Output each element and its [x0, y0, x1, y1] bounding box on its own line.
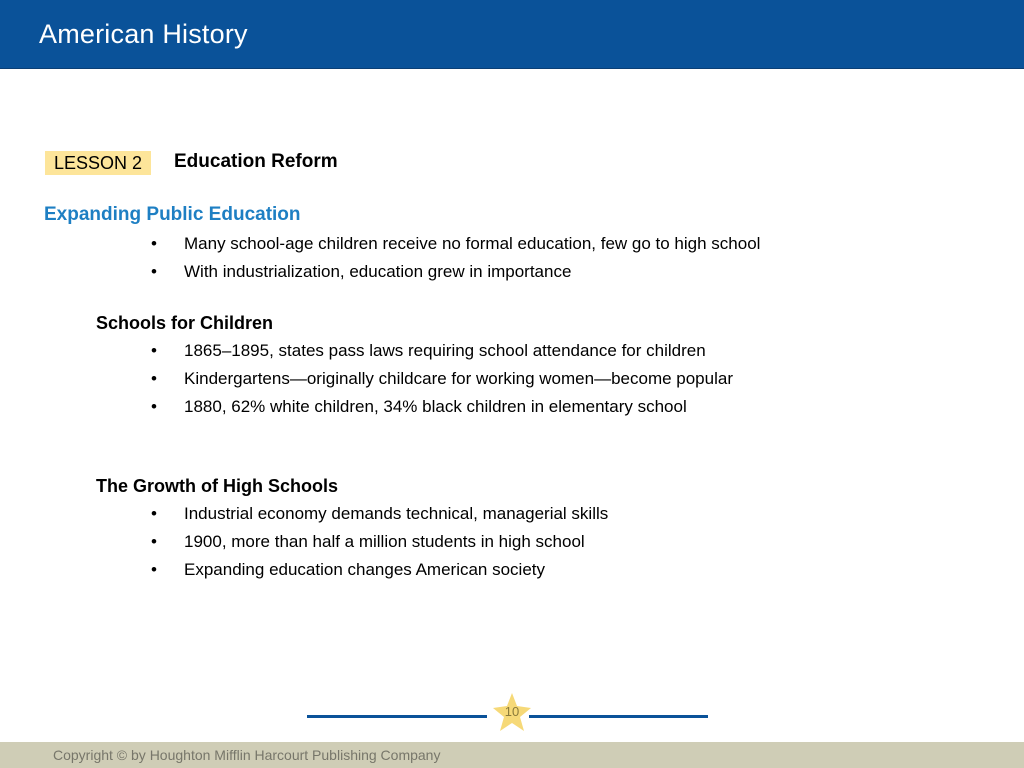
bullet-icon: • [151, 397, 157, 416]
bullet-text: Expanding education changes American society [184, 560, 546, 579]
bullet-icon: • [151, 369, 157, 388]
page-divider-left [307, 715, 487, 718]
course-title: American History [39, 19, 248, 49]
bullet-text: Industrial economy demands technical, managerial skills [184, 504, 609, 523]
subheading-schools-for-children: Schools for Children [96, 313, 274, 333]
header-bar [0, 0, 1024, 69]
bullet-text: With industrialization, education grew in importance [184, 262, 572, 281]
bullet-icon: • [151, 234, 157, 253]
lesson-label: LESSON 2 [54, 153, 143, 173]
bullet-icon: • [151, 504, 157, 523]
section-heading: Expanding Public Education [44, 204, 301, 225]
bullet-text: Many school-age children receive no formal education, few go to high school [184, 234, 761, 253]
page-number: 10 [504, 704, 520, 719]
bullet-text: Kindergartens—originally childcare for working women—become popular [184, 369, 733, 388]
bullet-text: 1880, 62% white children, 34% black children in elementary school [184, 397, 687, 416]
bullet-icon: • [151, 532, 157, 551]
bullet-text: 1865–1895, states pass laws requiring school attendance for children [184, 341, 706, 360]
lesson-title: Education Reform [174, 151, 338, 172]
bullet-icon: • [151, 262, 157, 281]
bullet-icon: • [151, 341, 157, 360]
bullet-icon: • [151, 560, 157, 579]
subheading-growth-of-high-schools: The Growth of High Schools [96, 476, 338, 496]
page-divider-right [529, 715, 708, 718]
copyright-text: Copyright © by Houghton Mifflin Harcourt Publishing Company [53, 747, 441, 763]
bullet-text: 1900, more than half a million students in high school [184, 532, 585, 551]
